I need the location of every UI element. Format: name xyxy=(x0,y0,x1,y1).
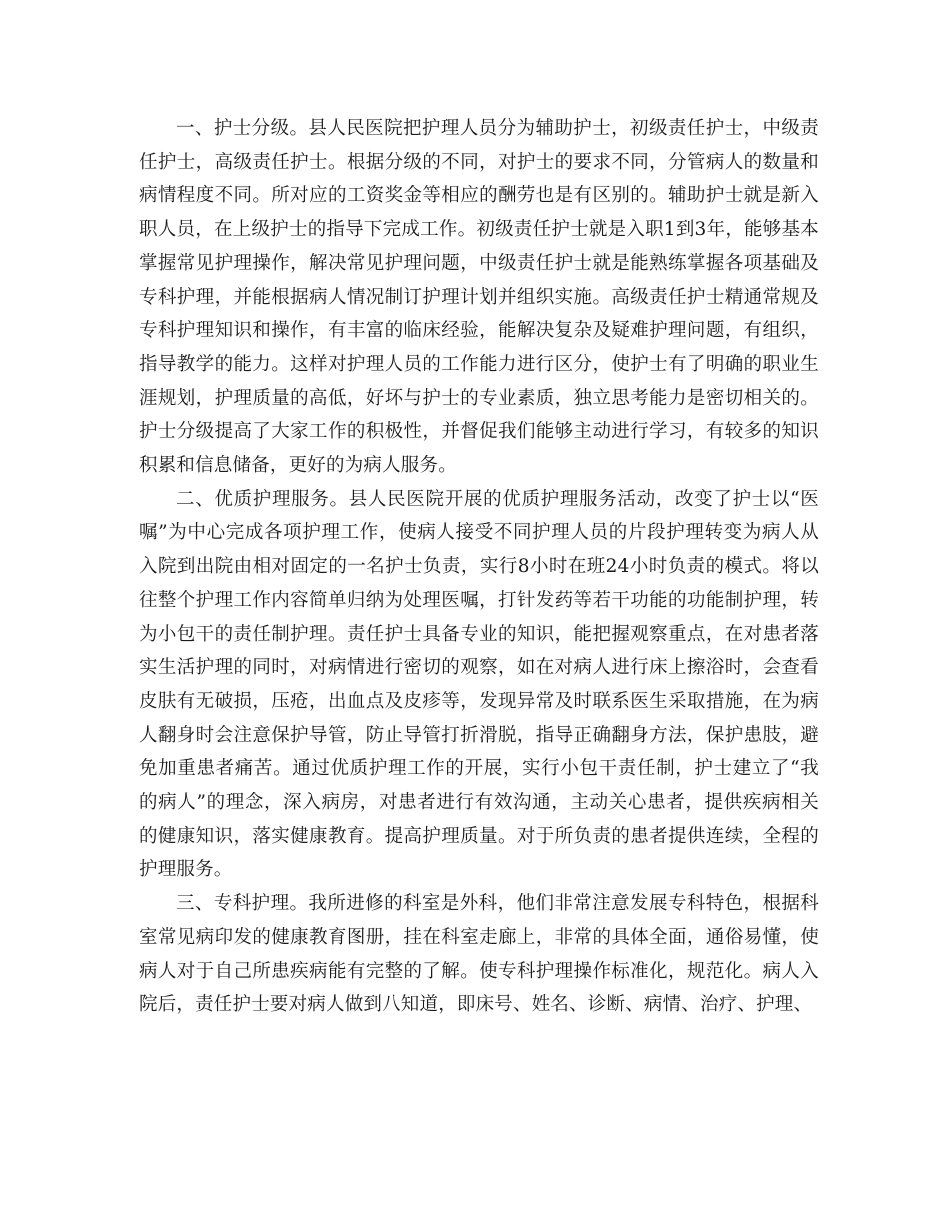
paragraph-quality-nursing-service: 二、优质护理服务。县人民医院开展的优质护理服务活动，改变了护士以“医嘱”为中心完成各项护理工作，使病人接受不同护理人员的片段护理转变为病人从入院到出院由相对固定的一名护士负责，实行8小时在班24小时负责的模式。将以往整个护理工作内容简单归纳为处理医嘱，打针发药等若干功能的功能制护理，转为小包干的责任制护理。责任护士具备专业的知识，能把握观察重点，在对患者落实生活护理的同时，对病情进行密切的观察，如在对病人进行床上擦浴时，会查看皮肤有无破损，压疮，出血点及皮疹等，发现异常及时联系医生采取措施，在为病人翻身时会注意保护导管，防止导管打折滑脱，指导正确翻身方法，保护患肢，避免加重患者痛苦。通过优质护理工作的开展，实行小包干责任制，护士建立了“我的病人”的理念，深入病房，对患者进行有效沟通，主动关心患者，提供疾病相关的健康知识，落实健康教育。提高护理质量。对于所负责的患者提供连续，全程的护理服务。 xyxy=(139,488,819,881)
document-body xyxy=(139,112,819,1022)
paragraph-specialty-nursing: 三、专科护理。我所进修的科室是外科，他们非常注意发展专科特色，根据科室常见病印发的健康教育图册，挂在科室走廊上，非常的具体全面，通俗易懂，使病人对于自己所患疾病能有完整的了解。使专科护理操作标准化，规范化。病人入院后，责任护士要对病人做到八知道，即床号、姓名、诊断、病情、治疗、护理、 xyxy=(139,893,819,1016)
paragraph-nurse-grading: 一、护士分级。县人民医院把护理人员分为辅助护士，初级责任护士，中级责任护士，高级责任护士。根据分级的不同，对护士的要求不同，分管病人的数量和病情程度不同。所对应的工资奖金等相应的酬劳也是有区别的。辅助护士就是新入职人员，在上级护士的指导下完成工作。初级责任护士就是入职1到3年，能够基本掌握常见护理操作，解决常见护理问题，中级责任护士就是能熟练掌握各项基础及专科护理，并能根据病人情况制订护理计划并组织实施。高级责任护士精通常规及专科护理知识和操作，有丰富的临床经验，能解决复杂及疑难护理问题，有组织，指导教学的能力。这样对护理人员的工作能力进行区分，使护士有了明确的职业生涯规划，护理质量的高低，好坏与护士的专业素质，独立思考能力是密切相关的。护士分级提高了大家工作的积极性，并督促我们能够主动进行学习，有较多的知识积累和信息储备，更好的为病人服务。 xyxy=(139,118,819,477)
